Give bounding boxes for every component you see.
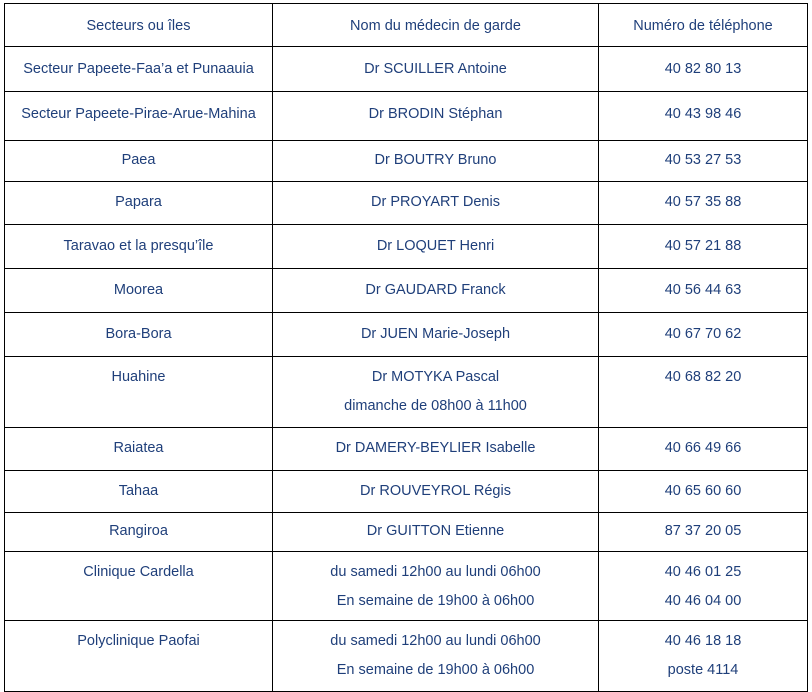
doctor-cell: Dr BRODIN Stéphan xyxy=(273,92,599,141)
sector-cell: Raiatea xyxy=(5,428,273,471)
table-row xyxy=(5,428,808,471)
sector-cell: Taravao et la presqu’île xyxy=(5,225,273,269)
phone-cell: 87 37 20 05 xyxy=(599,513,808,552)
table-row xyxy=(5,269,808,313)
doctor-cell: Dr PROYART Denis xyxy=(273,182,599,225)
sector-cell: Tahaa xyxy=(5,471,273,513)
sector-cell: Huahine xyxy=(5,357,273,428)
sector-cell: Secteur Papeete-Faa’a et Punaauia xyxy=(5,47,273,92)
doctor-cell: Dr GAUDARD Franck xyxy=(273,269,599,313)
doctor-hours-note: dimanche de 08h00 à 11h00 xyxy=(344,398,527,414)
weekday-hours: En semaine de 19h00 à 06h00 xyxy=(336,593,535,609)
table-row xyxy=(5,471,808,513)
doctor-cell: Dr GUITTON Etienne xyxy=(273,513,599,552)
sector-cell: Bora-Bora xyxy=(5,313,273,357)
header-doctor: Nom du médecin de garde xyxy=(273,4,599,47)
phone-cell xyxy=(599,552,808,621)
phone-cell xyxy=(599,621,808,692)
doctor-cell: Dr SCUILLER Antoine xyxy=(273,47,599,92)
phone-cell: 40 57 21 88 xyxy=(599,225,808,269)
phone-secondary: 40 46 04 00 xyxy=(664,593,742,609)
doctor-cell: Dr ROUVEYROL Régis xyxy=(273,471,599,513)
table-row xyxy=(5,313,808,357)
doctor-cell xyxy=(273,552,599,621)
table-row xyxy=(5,225,808,269)
sector-cell: Paea xyxy=(5,141,273,182)
sector-cell: Secteur Papeete-Pirae-Arue-Mahina xyxy=(5,92,273,141)
table-row xyxy=(5,182,808,225)
phone-cell: 40 57 35 88 xyxy=(599,182,808,225)
sector-cell: Papara xyxy=(5,182,273,225)
weekend-hours: du samedi 12h00 au lundi 06h00 xyxy=(330,633,541,649)
doctor-cell: Dr DAMERY-BEYLIER Isabelle xyxy=(273,428,599,471)
table-row xyxy=(5,357,808,428)
doctor-name: Dr MOTYKA Pascal xyxy=(371,369,500,385)
sector-cell: Clinique Cardella xyxy=(5,552,273,621)
table-header-row xyxy=(5,4,808,47)
sector-cell: Polyclinique Paofai xyxy=(5,621,273,692)
phone-cell: 40 66 49 66 xyxy=(599,428,808,471)
phone-cell: 40 68 82 20 xyxy=(599,357,808,428)
weekday-hours: En semaine de 19h00 à 06h00 xyxy=(336,662,535,678)
table-row xyxy=(5,513,808,552)
doctor-cell: Dr JUEN Marie-Joseph xyxy=(273,313,599,357)
phone-cell: 40 56 44 63 xyxy=(599,269,808,313)
sector-cell: Rangiroa xyxy=(5,513,273,552)
phone-primary: 40 46 18 18 xyxy=(664,633,742,649)
table-row xyxy=(5,92,808,141)
sector-cell: Moorea xyxy=(5,269,273,313)
on-call-doctors-table xyxy=(4,3,808,692)
table-row xyxy=(5,621,808,692)
phone-cell: 40 65 60 60 xyxy=(599,471,808,513)
phone-extension: poste 4114 xyxy=(667,662,739,678)
table-row xyxy=(5,47,808,92)
header-sector: Secteurs ou îles xyxy=(5,4,273,47)
phone-cell: 40 53 27 53 xyxy=(599,141,808,182)
table-row xyxy=(5,141,808,182)
header-phone: Numéro de téléphone xyxy=(599,4,808,47)
table-row xyxy=(5,552,808,621)
phone-cell: 40 43 98 46 xyxy=(599,92,808,141)
phone-primary: 40 46 01 25 xyxy=(664,564,742,580)
phone-cell: 40 67 70 62 xyxy=(599,313,808,357)
phone-cell: 40 82 80 13 xyxy=(599,47,808,92)
doctor-cell: Dr LOQUET Henri xyxy=(273,225,599,269)
doctor-cell xyxy=(273,621,599,692)
doctor-cell: Dr BOUTRY Bruno xyxy=(273,141,599,182)
doctor-cell xyxy=(273,357,599,428)
weekend-hours: du samedi 12h00 au lundi 06h00 xyxy=(330,564,541,580)
